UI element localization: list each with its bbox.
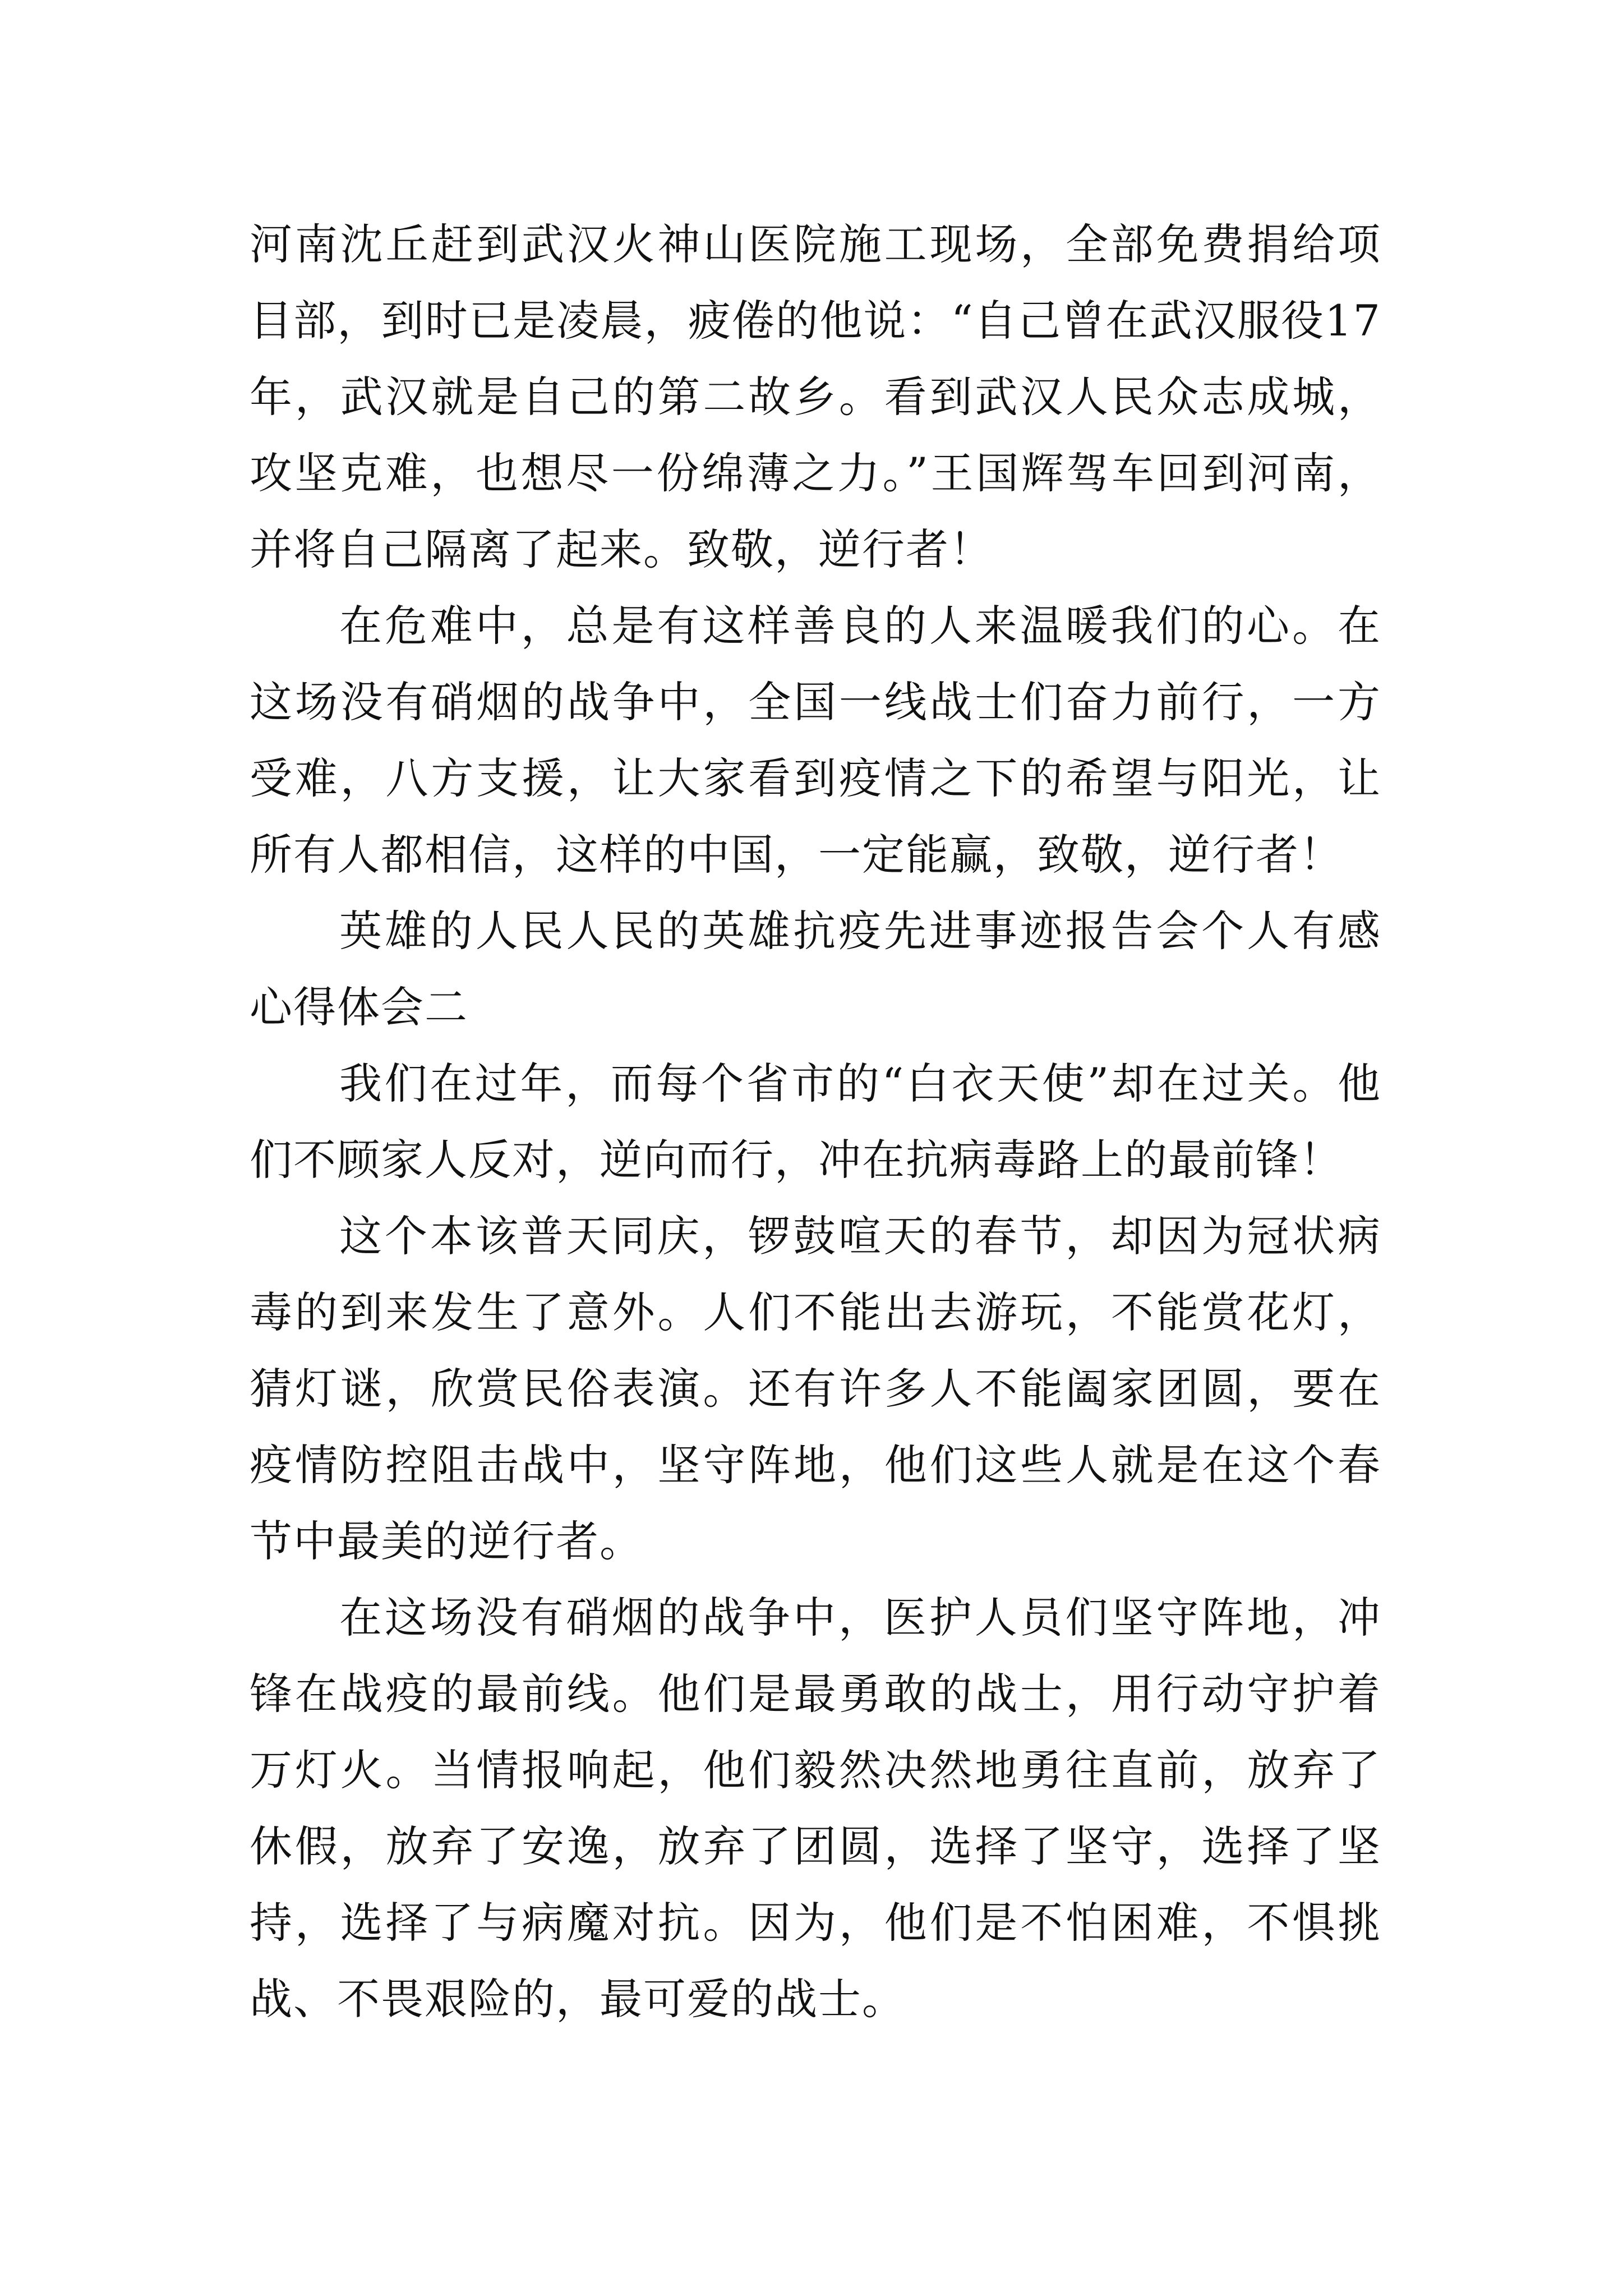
paragraph: 这个本该普天同庆，锣鼓喧天的春节，却因为冠状病毒的到来发生了意外。人们不能出去游玩，不能赏花灯，猜灯谜，欣赏民俗表演。还有许多人不能阖家团圆，要在疫情防控阻击战中，坚守阵地，他们这些人就是在这个春节中最美的逆行者。 [250,1211,1381,1566]
document-body [250,206,1381,2037]
paragraph: 在危难中，总是有这样善良的人来温暖我们的心。在这场没有硝烟的战争中，全国一线战士们奋力前行，一方受难，八方支援，让大家看到疫情之下的希望与阳光，让所有人都相信，这样的中国，一定能赢，致敬，逆行者！ [250,601,1381,880]
paragraph: 在这场没有硝烟的战争中，医护人员们坚守阵地，冲锋在战疫的最前线。他们是最勇敢的战士，用行动守护着万灯火。当情报响起，他们毅然决然地勇往直前，放弃了休假，放弃了安逸，放弃了团圆，选择了坚守，选择了坚持，选择了与病魔对抗。因为，他们是不怕困难，不惧挑战、不畏艰险的，最可爱的战士。 [250,1593,1381,2024]
paragraph: 我们在过年，而每个省市的“白衣天使”却在过关。他们不顾家人反对，逆向而行，冲在抗病毒路上的最前锋！ [250,1059,1381,1185]
section-heading: 英雄的人民人民的英雄抗疫先进事迹报告会个人有感心得体会二 [250,906,1381,1032]
paragraph: 河南沈丘赶到武汉火神山医院施工现场，全部免费捐给项目部，到时已是凌晨，疲倦的他说：“自己曾在武汉服役17年，武汉就是自己的第二故乡。看到武汉人民众志成城，攻坚克难，也想尽一份绵薄之力。”王国辉驾车回到河南，并将自己隔离了起来。致敬，逆行者！ [250,219,1381,574]
